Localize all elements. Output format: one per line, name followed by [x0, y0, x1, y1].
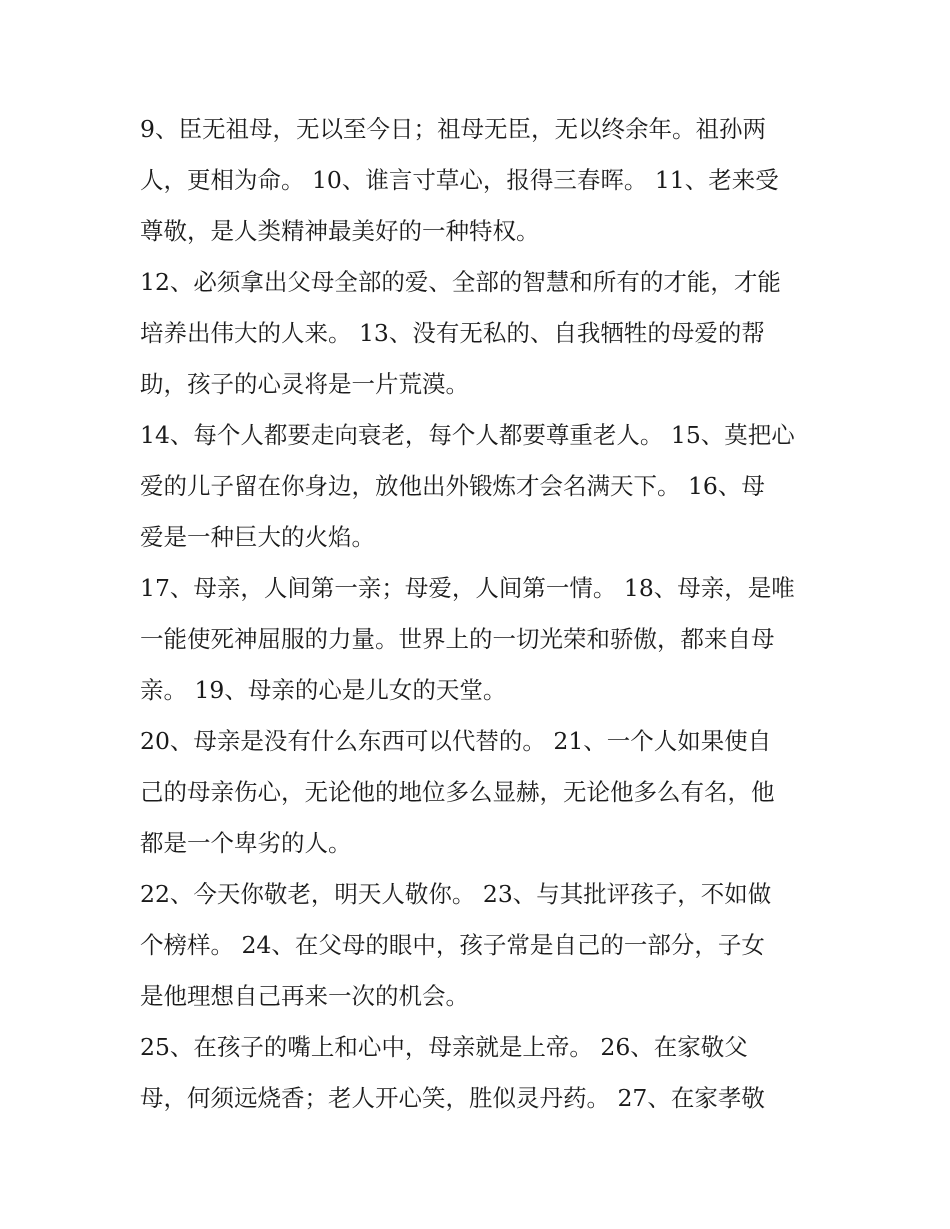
text-line: 爱是一种巨大的火焰。	[140, 523, 375, 551]
text-line: 亲。 19、母亲的心是儿女的天堂。	[140, 676, 507, 704]
text-line: 都是一个卑劣的人。	[140, 829, 352, 857]
document-body	[140, 104, 820, 1124]
text-line: 个榜样。 24、在父母的眼中，孩子常是自己的一部分，子女	[140, 931, 765, 959]
text-line: 培养出伟大的人来。 13、没有无私的、自我牺牲的母爱的帮	[140, 319, 765, 347]
text-line: 14、每个人都要走向衰老，每个人都要尊重老人。 15、莫把心	[140, 421, 795, 449]
text-line: 己的母亲伤心，无论他的地位多么显赫，无论他多么有名，他	[140, 778, 775, 806]
text-line: 25、在孩子的嘴上和心中，母亲就是上帝。 26、在家敬父	[140, 1033, 748, 1061]
text-line: 一能使死神屈服的力量。世界上的一切光荣和骄傲，都来自母	[140, 625, 775, 653]
text-line: 尊敬，是人类精神最美好的一种特权。	[140, 217, 540, 245]
text-line: 12、必须拿出父母全部的爱、全部的智慧和所有的才能，才能	[140, 268, 781, 296]
text-line: 母，何须远烧香；老人开心笑，胜似灵丹药。 27、在家孝敬	[140, 1084, 765, 1112]
text-line: 20、母亲是没有什么东西可以代替的。 21、一个人如果使自	[140, 727, 772, 755]
text-line: 22、今天你敬老，明天人敬你。 23、与其批评孩子，不如做	[140, 880, 772, 908]
text-line: 9、臣无祖母，无以至今日；祖母无臣，无以终余年。祖孙两	[140, 115, 766, 143]
text-line: 爱的儿子留在你身边，放他出外锻炼才会名满天下。 16、母	[140, 472, 765, 500]
text-line: 助，孩子的心灵将是一片荒漠。	[140, 370, 469, 398]
text-line: 是他理想自己再来一次的机会。	[140, 982, 469, 1010]
text-line: 人，更相为命。 10、谁言寸草心，报得三春晖。 11、老来受	[140, 166, 779, 194]
text-line: 17、母亲，人间第一亲；母爱，人间第一情。 18、母亲，是唯	[140, 574, 795, 602]
